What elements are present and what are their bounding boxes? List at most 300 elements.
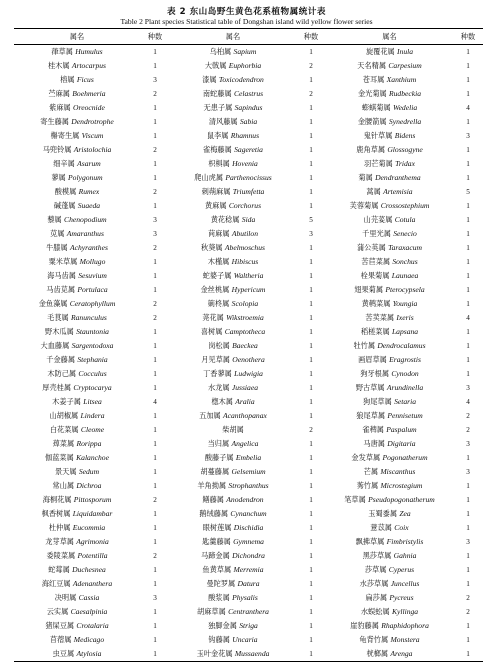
species-count: 1: [466, 286, 470, 294]
genus-cell: [14, 129, 140, 143]
table-row: [14, 199, 483, 213]
genus-cell: [170, 297, 296, 311]
genus-latin-name: Miscanthus: [380, 467, 416, 476]
genus-chinese-name: 大戟属: [204, 61, 227, 70]
genus-chinese-name: 槲寄生属: [50, 131, 80, 140]
genus-latin-name: Datura: [237, 579, 260, 588]
genus-cell: [326, 535, 453, 549]
header-genus-1: 属名: [14, 29, 140, 45]
genus-cell: [326, 521, 453, 535]
species-count: 1: [466, 622, 470, 630]
species-count: 1: [309, 258, 313, 266]
species-count: 1: [309, 118, 313, 126]
genus-latin-name: Cynanchum: [230, 509, 267, 518]
genus-chinese-name: 苦荬菜属: [365, 313, 395, 322]
genus-latin-name: Sapium: [233, 47, 257, 56]
genus-latin-name: Dendranthema: [375, 173, 421, 182]
genus-latin-name: Setaria: [394, 397, 416, 406]
genus-cell: [14, 353, 140, 367]
species-count: 1: [309, 384, 313, 392]
table-row: [14, 619, 483, 633]
genus-chinese-name: 爬山虎属: [194, 173, 224, 182]
species-count: 1: [309, 510, 313, 518]
species-count: 1: [466, 370, 470, 378]
species-count: 5: [309, 216, 313, 224]
genus-latin-name: Caesalpinia: [70, 607, 108, 616]
genus-chinese-name: 崖豹藤属: [350, 621, 379, 630]
species-count: 1: [309, 244, 313, 252]
genus-cell: [326, 143, 453, 157]
genus-chinese-name: 柴胡属: [222, 425, 244, 434]
species-count: 1: [153, 538, 157, 546]
genus-latin-name: Youngia: [392, 299, 418, 308]
genus-chinese-name: 云实属: [46, 607, 69, 616]
genus-chinese-name: 木姜子属: [52, 397, 81, 406]
species-count: 1: [309, 566, 313, 574]
genus-cell: [170, 171, 296, 185]
genus-cell: [326, 283, 453, 297]
genus-chinese-name: 胡蔓藤属: [200, 467, 230, 476]
genus-latin-name: Medicago: [73, 635, 105, 644]
genus-latin-name: Uncaria: [232, 635, 258, 644]
species-count: 1: [309, 552, 313, 560]
genus-cell: [170, 563, 296, 577]
species-count: 1: [466, 300, 470, 308]
genus-latin-name: Wikstroemia: [226, 313, 264, 322]
species-count: 1: [153, 174, 157, 182]
header-count-1: 种数: [140, 29, 170, 45]
genus-cell: [326, 367, 453, 381]
genus-cell: [170, 129, 296, 143]
table-row: [14, 311, 483, 325]
genus-latin-name: Agrimonia: [76, 537, 109, 546]
genus-chinese-name: 金丝桃属: [200, 285, 230, 294]
species-count: 2: [466, 412, 470, 420]
species-count: 1: [309, 454, 313, 462]
genus-chinese-name: 眼树莲属: [202, 523, 232, 532]
genus-latin-name: Camptotheca: [224, 327, 266, 336]
species-count: 2: [309, 62, 313, 70]
species-count: 1: [309, 48, 313, 56]
genus-chinese-name: 扁莎属: [365, 593, 388, 602]
table-row: [14, 367, 483, 381]
genus-cell: [170, 381, 296, 395]
genus-latin-name: Synedrella: [388, 117, 422, 126]
genus-latin-name: Artocarpus: [71, 61, 107, 70]
genus-chinese-name: 白花菜属: [49, 425, 79, 434]
genus-latin-name: Microstegium: [380, 481, 423, 490]
table-row: [14, 185, 483, 199]
species-count: 1: [153, 482, 157, 490]
genus-chinese-name: 菊属: [358, 173, 373, 182]
genus-cell: [170, 157, 296, 171]
species-count: 2: [153, 146, 157, 154]
table-row: [14, 605, 483, 619]
genus-cell: [170, 325, 296, 339]
genus-chinese-name: 千金藤属: [46, 355, 76, 364]
species-count: 1: [153, 384, 157, 392]
genus-cell: [326, 241, 453, 255]
header-genus-3: 属名: [326, 29, 453, 45]
genus-cell: [170, 633, 296, 647]
genus-latin-name: Sedum: [78, 467, 100, 476]
genus-chinese-name: 旋覆花属: [365, 47, 395, 56]
species-count: 1: [466, 230, 470, 238]
genus-chinese-name: 黄花稔属: [210, 215, 240, 224]
genus-chinese-name: 雀稗属: [362, 425, 384, 434]
genus-latin-name: Gahnia: [393, 551, 417, 560]
species-count: 1: [153, 342, 157, 350]
genus-chinese-name: 水龙属: [207, 383, 230, 392]
species-count: 1: [466, 90, 470, 98]
genus-cell: [170, 255, 296, 269]
species-count: 1: [153, 510, 157, 518]
species-count: 1: [466, 356, 470, 364]
genus-latin-name: Sida: [241, 215, 256, 224]
genus-latin-name: Ixeris: [396, 313, 414, 322]
genus-cell: [14, 73, 140, 87]
genus-chinese-name: 蒲公英属: [357, 243, 386, 252]
species-count: 1: [466, 258, 470, 266]
table-row: [14, 45, 483, 60]
genus-cell: [170, 521, 296, 535]
species-count: 1: [309, 342, 313, 350]
species-count: 3: [466, 384, 470, 392]
genus-cell: [14, 563, 140, 577]
genus-latin-name: Tridax: [395, 159, 415, 168]
species-count: 1: [153, 622, 157, 630]
genus-latin-name: Anodendron: [226, 495, 264, 504]
table-row: [14, 171, 483, 185]
genus-latin-name: Pogonatherum: [382, 453, 428, 462]
genus-latin-name: Humulus: [75, 47, 103, 56]
genus-latin-name: Taraxacum: [388, 243, 422, 252]
genus-latin-name: Embelia: [235, 453, 262, 462]
genus-latin-name: Rhaphidophora: [381, 621, 429, 630]
species-count: 2: [153, 314, 157, 322]
table-row: [14, 115, 483, 129]
genus-chinese-name: 木防己属: [47, 369, 77, 378]
genus-chinese-name: 鼠李属: [206, 131, 229, 140]
species-count: 1: [466, 342, 470, 350]
genus-latin-name: Bidens: [394, 131, 416, 140]
genus-chinese-name: 山芫荽属: [363, 215, 393, 224]
genus-latin-name: Coix: [394, 523, 409, 532]
table-body: [14, 45, 483, 662]
table-row: [14, 157, 483, 171]
species-count: 2: [466, 608, 470, 616]
genus-latin-name: Cynodon: [391, 369, 419, 378]
genus-chinese-name: 杜仲属: [48, 523, 71, 532]
genus-chinese-name: 黑莎草属: [362, 551, 392, 560]
genus-latin-name: Acanthopanax: [223, 411, 267, 420]
genus-latin-name: Cocculus: [78, 369, 107, 378]
species-count: 1: [309, 132, 313, 140]
genus-latin-name: Xanthium: [386, 75, 417, 84]
table-row: [14, 633, 483, 647]
species-count: 1: [309, 286, 313, 294]
species-count: 1: [309, 272, 313, 280]
genus-chinese-name: 荛花属: [202, 313, 224, 322]
table-row: [14, 465, 483, 479]
species-count: 1: [309, 538, 313, 546]
genus-latin-name: Celastrus: [233, 89, 264, 98]
genus-chinese-name: 枫香树属: [41, 509, 71, 518]
species-count: 1: [466, 650, 470, 658]
genus-cell: [170, 87, 296, 101]
genus-cell: [170, 507, 296, 521]
genus-cell: [14, 535, 140, 549]
genus-cell: [14, 395, 140, 409]
genus-cell: [170, 73, 296, 87]
genus-chinese-name: 狗牙根属: [360, 369, 390, 378]
species-count: 1: [153, 580, 157, 588]
genus-cell: [170, 479, 296, 493]
genus-cell: [14, 591, 140, 605]
species-count: 3: [466, 132, 470, 140]
genus-chinese-name: 马齿苋属: [46, 285, 76, 294]
species-count: 1: [153, 370, 157, 378]
genus-cell: [14, 493, 140, 507]
genus-latin-name: Eragrostis: [389, 355, 421, 364]
genus-chinese-name: 清风藤属: [208, 117, 238, 126]
genus-chinese-name: 桂木属: [47, 61, 70, 70]
genus-cell: [14, 297, 140, 311]
species-count: 1: [309, 524, 313, 532]
genus-cell: [14, 633, 140, 647]
genus-cell: [170, 647, 296, 662]
table-row: [14, 241, 483, 255]
genus-chinese-name: 翅果菊属: [354, 285, 384, 294]
genus-statistics-table: [14, 28, 483, 662]
genus-chinese-name: 蛇莓属: [48, 565, 70, 574]
genus-latin-name: Arundinella: [386, 383, 424, 392]
species-count: 1: [466, 328, 470, 336]
genus-cell: [170, 605, 296, 619]
genus-cell: [14, 647, 140, 662]
species-count: 2: [309, 426, 313, 434]
genus-cell: [326, 213, 453, 227]
genus-chinese-name: 鬼针草属: [363, 131, 393, 140]
genus-chinese-name: 丁香蓼属: [203, 369, 232, 378]
genus-chinese-name: 粟米草属: [48, 257, 78, 266]
table-row: [14, 493, 483, 507]
genus-latin-name: Amaranthus: [66, 229, 104, 238]
genus-latin-name: Corchorus: [228, 201, 262, 210]
genus-cell: [326, 73, 453, 87]
genus-chinese-name: 栓果菊属: [360, 271, 390, 280]
species-count: 3: [153, 76, 157, 84]
table-row: [14, 129, 483, 143]
species-count: 2: [153, 90, 157, 98]
genus-chinese-name: 雀梅藤属: [203, 145, 232, 154]
species-count: 1: [309, 608, 313, 616]
genus-chinese-name: 马兜铃属: [42, 145, 72, 154]
genus-chinese-name: 榕属: [60, 75, 75, 84]
species-count: 1: [153, 468, 157, 476]
genus-cell: [326, 647, 453, 662]
species-count: 1: [153, 454, 157, 462]
genus-chinese-name: 玉蜀黍属: [368, 509, 398, 518]
genus-chinese-name: 水莎草属: [359, 579, 389, 588]
genus-chinese-name: 月见草属: [201, 355, 230, 364]
genus-cell: [14, 409, 140, 423]
genus-chinese-name: 蒿属: [366, 187, 381, 196]
genus-chinese-name: 景天属: [54, 467, 77, 476]
genus-chinese-name: 狗尾草属: [363, 397, 392, 406]
genus-cell: [14, 521, 140, 535]
genus-chinese-name: 虫豆属: [52, 649, 75, 658]
genus-cell: [14, 311, 140, 325]
species-count: 1: [466, 118, 470, 126]
genus-cell: [170, 395, 296, 409]
species-count: 1: [153, 636, 157, 644]
genus-latin-name: Sabia: [239, 117, 258, 126]
genus-chinese-name: 桄榔属: [366, 649, 389, 658]
genus-latin-name: Hypericum: [231, 285, 266, 294]
genus-cell: [326, 381, 453, 395]
genus-cell: [170, 549, 296, 563]
species-count: 1: [309, 188, 313, 196]
genus-latin-name: Scolopia: [231, 299, 259, 308]
header-genus-2: 属名: [170, 29, 296, 45]
genus-chinese-name: 苋属: [50, 229, 65, 238]
genus-chinese-name: 胡麻草属: [197, 607, 226, 616]
species-count: 1: [466, 48, 470, 56]
species-count: 1: [309, 440, 313, 448]
table-row: [14, 563, 483, 577]
genus-chinese-name: 金鱼藻属: [38, 299, 68, 308]
species-count: 1: [309, 104, 313, 112]
genus-cell: [14, 241, 140, 255]
genus-cell: [326, 451, 453, 465]
genus-cell: [326, 227, 453, 241]
genus-chinese-name: 鹅绒藤属: [199, 509, 229, 518]
genus-cell: [14, 185, 140, 199]
genus-cell: [170, 535, 296, 549]
species-count: 1: [466, 510, 470, 518]
species-count: 1: [466, 174, 470, 182]
species-count: 4: [466, 314, 470, 322]
genus-cell: [14, 171, 140, 185]
species-count: 1: [309, 636, 313, 644]
species-count: 3: [153, 216, 157, 224]
genus-chinese-name: 紫麻属: [49, 103, 71, 112]
species-count: 4: [153, 398, 157, 406]
genus-latin-name: Portulaca: [77, 285, 108, 294]
genus-cell: [14, 269, 140, 283]
genus-latin-name: Pycreus: [389, 593, 414, 602]
genus-chinese-name: 海马齿属: [47, 271, 76, 280]
genus-latin-name: Mussaenda: [234, 649, 270, 658]
genus-latin-name: Wedelia: [392, 103, 418, 112]
genus-latin-name: Hovenia: [232, 159, 258, 168]
genus-latin-name: Cotula: [394, 215, 416, 224]
genus-latin-name: Eucommia: [72, 523, 106, 532]
genus-cell: [14, 619, 140, 633]
species-count: 1: [309, 202, 313, 210]
species-count: 2: [153, 552, 157, 560]
species-count: 1: [309, 650, 313, 658]
genus-latin-name: Duchesnea: [72, 565, 106, 574]
genus-chinese-name: 笔草属: [344, 495, 366, 504]
genus-latin-name: Aristolochia: [73, 145, 112, 154]
species-count: 1: [153, 440, 157, 448]
table-caption-chinese: 表 2 东山岛野生黄色花系植物属统计表: [167, 7, 326, 17]
genus-cell: [326, 101, 453, 115]
species-count: 1: [466, 244, 470, 252]
species-count: 1: [309, 594, 313, 602]
genus-latin-name: Rorippa: [76, 439, 102, 448]
genus-chinese-name: 苜蓿属: [49, 635, 72, 644]
genus-chinese-name: 莠竹属: [356, 481, 379, 490]
header-count-2: 种数: [296, 29, 326, 45]
genus-cell: [326, 325, 453, 339]
genus-cell: [326, 339, 453, 353]
genus-cell: [326, 605, 453, 619]
genus-chinese-name: 曼陀罗属: [206, 579, 236, 588]
species-count: 3: [466, 440, 470, 448]
table-row: [14, 591, 483, 605]
genus-cell: [170, 367, 296, 381]
genus-latin-name: Arenga: [390, 649, 413, 658]
genus-latin-name: Digitaria: [387, 439, 416, 448]
table-row: [14, 339, 483, 353]
genus-cell: [14, 157, 140, 171]
genus-cell: [326, 633, 453, 647]
genus-chinese-name: 楤木属: [211, 397, 233, 406]
genus-cell: [326, 59, 453, 73]
table-header-row: [14, 29, 483, 45]
species-count: 2: [153, 300, 157, 308]
species-count: 1: [466, 160, 470, 168]
genus-cell: [326, 87, 453, 101]
table-row: [14, 143, 483, 157]
genus-chinese-name: 画眉草属: [358, 355, 387, 364]
species-count: 1: [309, 398, 313, 406]
genus-chinese-name: 金光菊属: [357, 89, 387, 98]
genus-latin-name: Oenothera: [232, 355, 265, 364]
genus-cell: [326, 577, 453, 591]
genus-chinese-name: 羽芒菊属: [364, 159, 393, 168]
species-count: 1: [153, 650, 157, 658]
genus-cell: [14, 437, 140, 451]
genus-cell: [326, 45, 453, 60]
header-count-3: 种数: [453, 29, 483, 45]
genus-chinese-name: 细辛属: [53, 159, 75, 168]
genus-chinese-name: 苎麻属: [48, 89, 70, 98]
genus-chinese-name: 无患子属: [203, 103, 233, 112]
genus-chinese-name: 寄生藤属: [40, 117, 69, 126]
genus-latin-name: Atylosia: [76, 649, 102, 658]
genus-latin-name: Euphorbia: [228, 61, 262, 70]
genus-chinese-name: 喜树属: [200, 327, 223, 336]
genus-latin-name: Carpesium: [388, 61, 422, 70]
genus-chinese-name: 独脚金属: [208, 621, 237, 630]
species-count: 1: [309, 76, 313, 84]
genus-cell: [170, 339, 296, 353]
genus-chinese-name: 委陵菜属: [46, 551, 76, 560]
species-count: 1: [466, 272, 470, 280]
genus-latin-name: Kyllinga: [391, 607, 419, 616]
genus-chinese-name: 藜属: [47, 215, 62, 224]
genus-cell: [14, 213, 140, 227]
genus-chinese-name: 南蛇藤属: [202, 89, 232, 98]
genus-latin-name: Achyranthes: [69, 243, 108, 252]
genus-latin-name: Waltheria: [233, 271, 264, 280]
table-row: [14, 353, 483, 367]
genus-cell: [14, 451, 140, 465]
